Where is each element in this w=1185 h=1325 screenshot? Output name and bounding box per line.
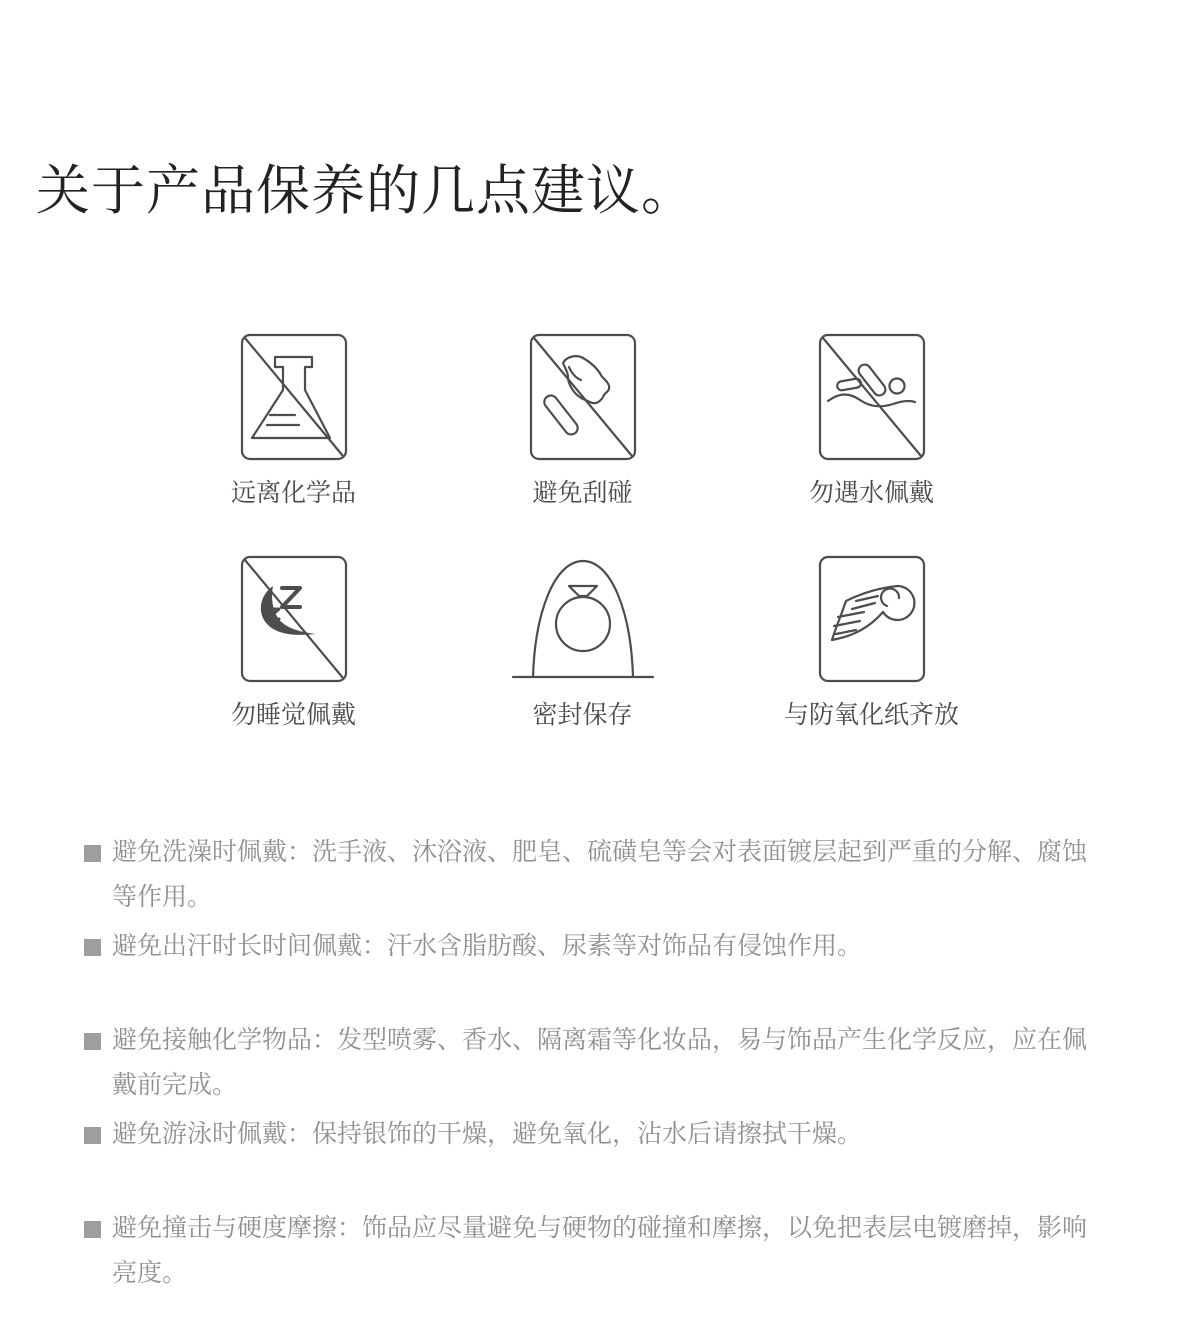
care-item-no-sleep [149,555,438,728]
care-item-label: 勿睡觉佩戴 [230,701,356,729]
no-sleeping-icon [220,555,368,683]
sealed-storage-icon [509,555,657,683]
care-note-text: 避免接触化学物品：发型喷雾、香水、隔离霜等化妆品，易与饰品产生化学反应，应在佩戴前完成。 [112,1026,1088,1099]
bullet-square-icon [84,1033,101,1050]
care-item-sealed-storage [438,555,727,728]
care-note-text: 避免撞击与硬度摩擦：饰品应尽量避免与硬物的碰撞和摩擦，以免把表层电镀磨掉，影响亮度。 [112,1214,1088,1287]
care-note [84,1018,1114,1112]
care-item-label: 密封保存 [532,701,633,729]
care-item-label: 远离化学品 [230,479,356,507]
bullet-square-icon [84,939,101,956]
care-note-text: 避免出汗时长时间佩戴：汗水含脂肪酸、尿素等对饰品有侵蚀作用。 [112,932,863,960]
page-title: 关于产品保养的几点建议。 [36,161,696,221]
no-chemicals-icon [220,333,368,461]
care-notes-list [84,830,1114,1300]
care-note [84,1206,1114,1300]
care-note [84,924,1114,1018]
no-swimming-icon [798,333,946,461]
care-item-label: 避免刮碰 [532,479,633,507]
care-icon-grid [149,333,1016,728]
care-note-text: 避免游泳时佩戴：保持银饰的干燥，避免氧化，沾水后请擦拭干燥。 [112,1120,863,1148]
bullet-square-icon [84,845,101,862]
care-note-text: 避免洗澡时佩戴：洗手液、沐浴液、肥皂、硫磺皂等会对表面镀层起到严重的分解、腐蚀等作用。 [112,838,1088,911]
care-item-no-water [727,333,1016,506]
care-note [84,830,1114,924]
bullet-square-icon [84,1127,101,1144]
bullet-square-icon [84,1221,101,1238]
care-item-no-scratch [438,333,727,506]
care-item-anti-oxidation-paper [727,555,1016,728]
care-item-label: 与防氧化纸齐放 [783,701,959,729]
no-scratch-hammer-icon [509,333,657,461]
care-note [84,1112,1114,1206]
care-item-no-chemicals [149,333,438,506]
care-item-label: 勿遇水佩戴 [808,479,934,507]
anti-oxidation-paper-icon [798,555,946,683]
